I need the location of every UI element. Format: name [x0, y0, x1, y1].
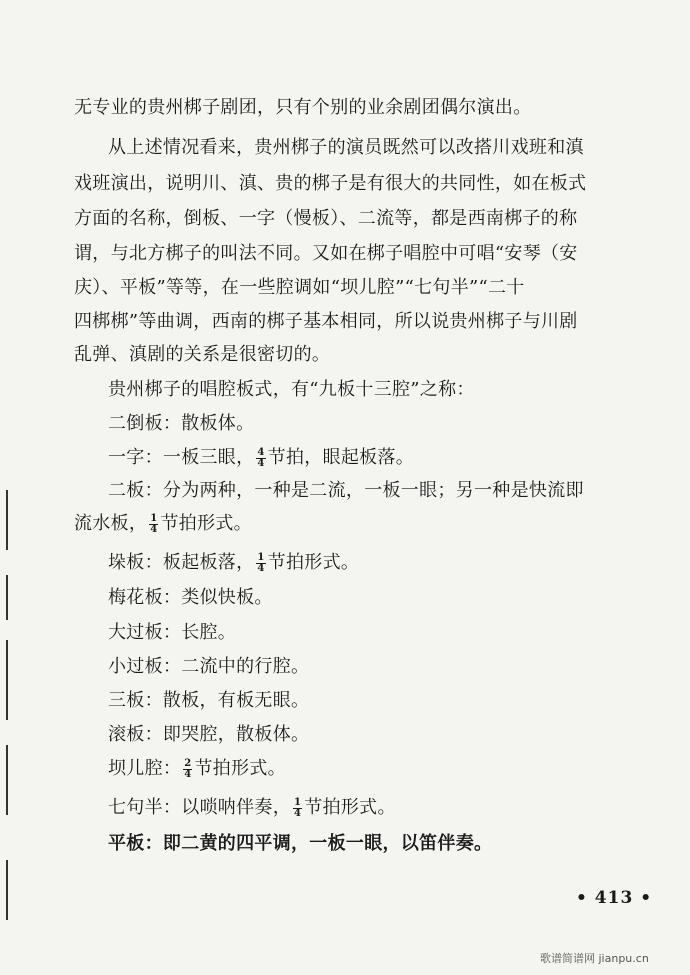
text-line: 谓，与北方梆子的叫法不同。又如在梆子唱腔中可唱“安琴（安: [74, 243, 578, 264]
text-line: 乱弹、滇剧的关系是很密切的。: [74, 344, 331, 365]
list-item: 三板：散板，有板无眼。: [108, 690, 310, 711]
list-item: [74, 512, 252, 536]
scan-margin-line: [6, 575, 8, 620]
list-item: [108, 551, 359, 575]
list-item-text: 节拍，眼起板落。: [267, 447, 415, 468]
list-item: [108, 757, 286, 781]
scan-margin-line: [6, 490, 8, 550]
list-item-text: 节拍形式。: [304, 797, 396, 818]
list-item-text: 节拍形式。: [160, 513, 252, 534]
watermark: 歌谱简谱网 jianpu.cn: [540, 952, 649, 965]
scan-margin-line: [6, 745, 8, 815]
text-line: 庆）、平板”等等，在一些腔调如“坝儿腔”“七句半”“二十: [74, 277, 525, 298]
text-line: 方面的名称，倒板、一字（慢板）、二流等，都是西南梆子的称: [74, 208, 578, 229]
page-number: • 413 •: [576, 888, 653, 908]
list-item: [108, 446, 414, 470]
list-item: 二倒板：散板体。: [108, 413, 255, 434]
list-item-text: 一字：一板三眼，: [108, 447, 255, 468]
list-item: 滚板：即哭腔，散板体。: [108, 724, 310, 745]
text-line: 戏班演出，说明川、滇、贵的梆子是有很大的共同性，如在板式: [74, 173, 587, 194]
scan-margin-line: [6, 860, 8, 920]
list-item: 平板：即二黄的四平调，一板一眼，以笛伴奏。: [108, 833, 493, 854]
time-signature: $\frac{1}{4}$: [150, 512, 158, 535]
time-signature: $\frac{4}{4}$: [257, 446, 265, 469]
list-item: 梅花板：类似快板。: [108, 587, 273, 608]
time-signature: $\frac{2}{4}$: [184, 757, 192, 780]
list-item-text: 节拍形式。: [194, 758, 286, 779]
text-line: 四梆梆”等曲调，西南的梆子基本相同，所以说贵州梆子与川剧: [74, 311, 578, 332]
list-item-text: 节拍形式。: [267, 552, 360, 573]
time-signature: $\frac{1}{4}$: [257, 551, 265, 574]
list-item: 小过板：二流中的行腔。: [108, 656, 310, 677]
text-line: 无专业的贵州梆子剧团，只有个别的业余剧团偶尔演出。: [74, 97, 532, 118]
list-item: 二板：分为两种，一种是二流，一板一眼；另一种是快流即: [108, 480, 584, 501]
time-signature: $\frac{1}{4}$: [294, 796, 302, 819]
scan-margin-line: [6, 640, 8, 720]
list-item: [108, 796, 396, 820]
text-line: 从上述情况看来，贵州梆子的演员既然可以改搭川戏班和滇: [108, 137, 584, 158]
list-item-text: 七句半：以唢呐伴奏，: [108, 797, 291, 818]
list-item-text: 流水板，: [74, 513, 148, 534]
text-line: 贵州梆子的唱腔板式，有“九板十三腔”之称：: [108, 379, 475, 400]
list-item: 大过板：长腔。: [108, 622, 237, 643]
list-item-text: 垛板：板起板落，: [108, 552, 255, 573]
list-item-text: 坝儿腔：: [108, 758, 182, 779]
